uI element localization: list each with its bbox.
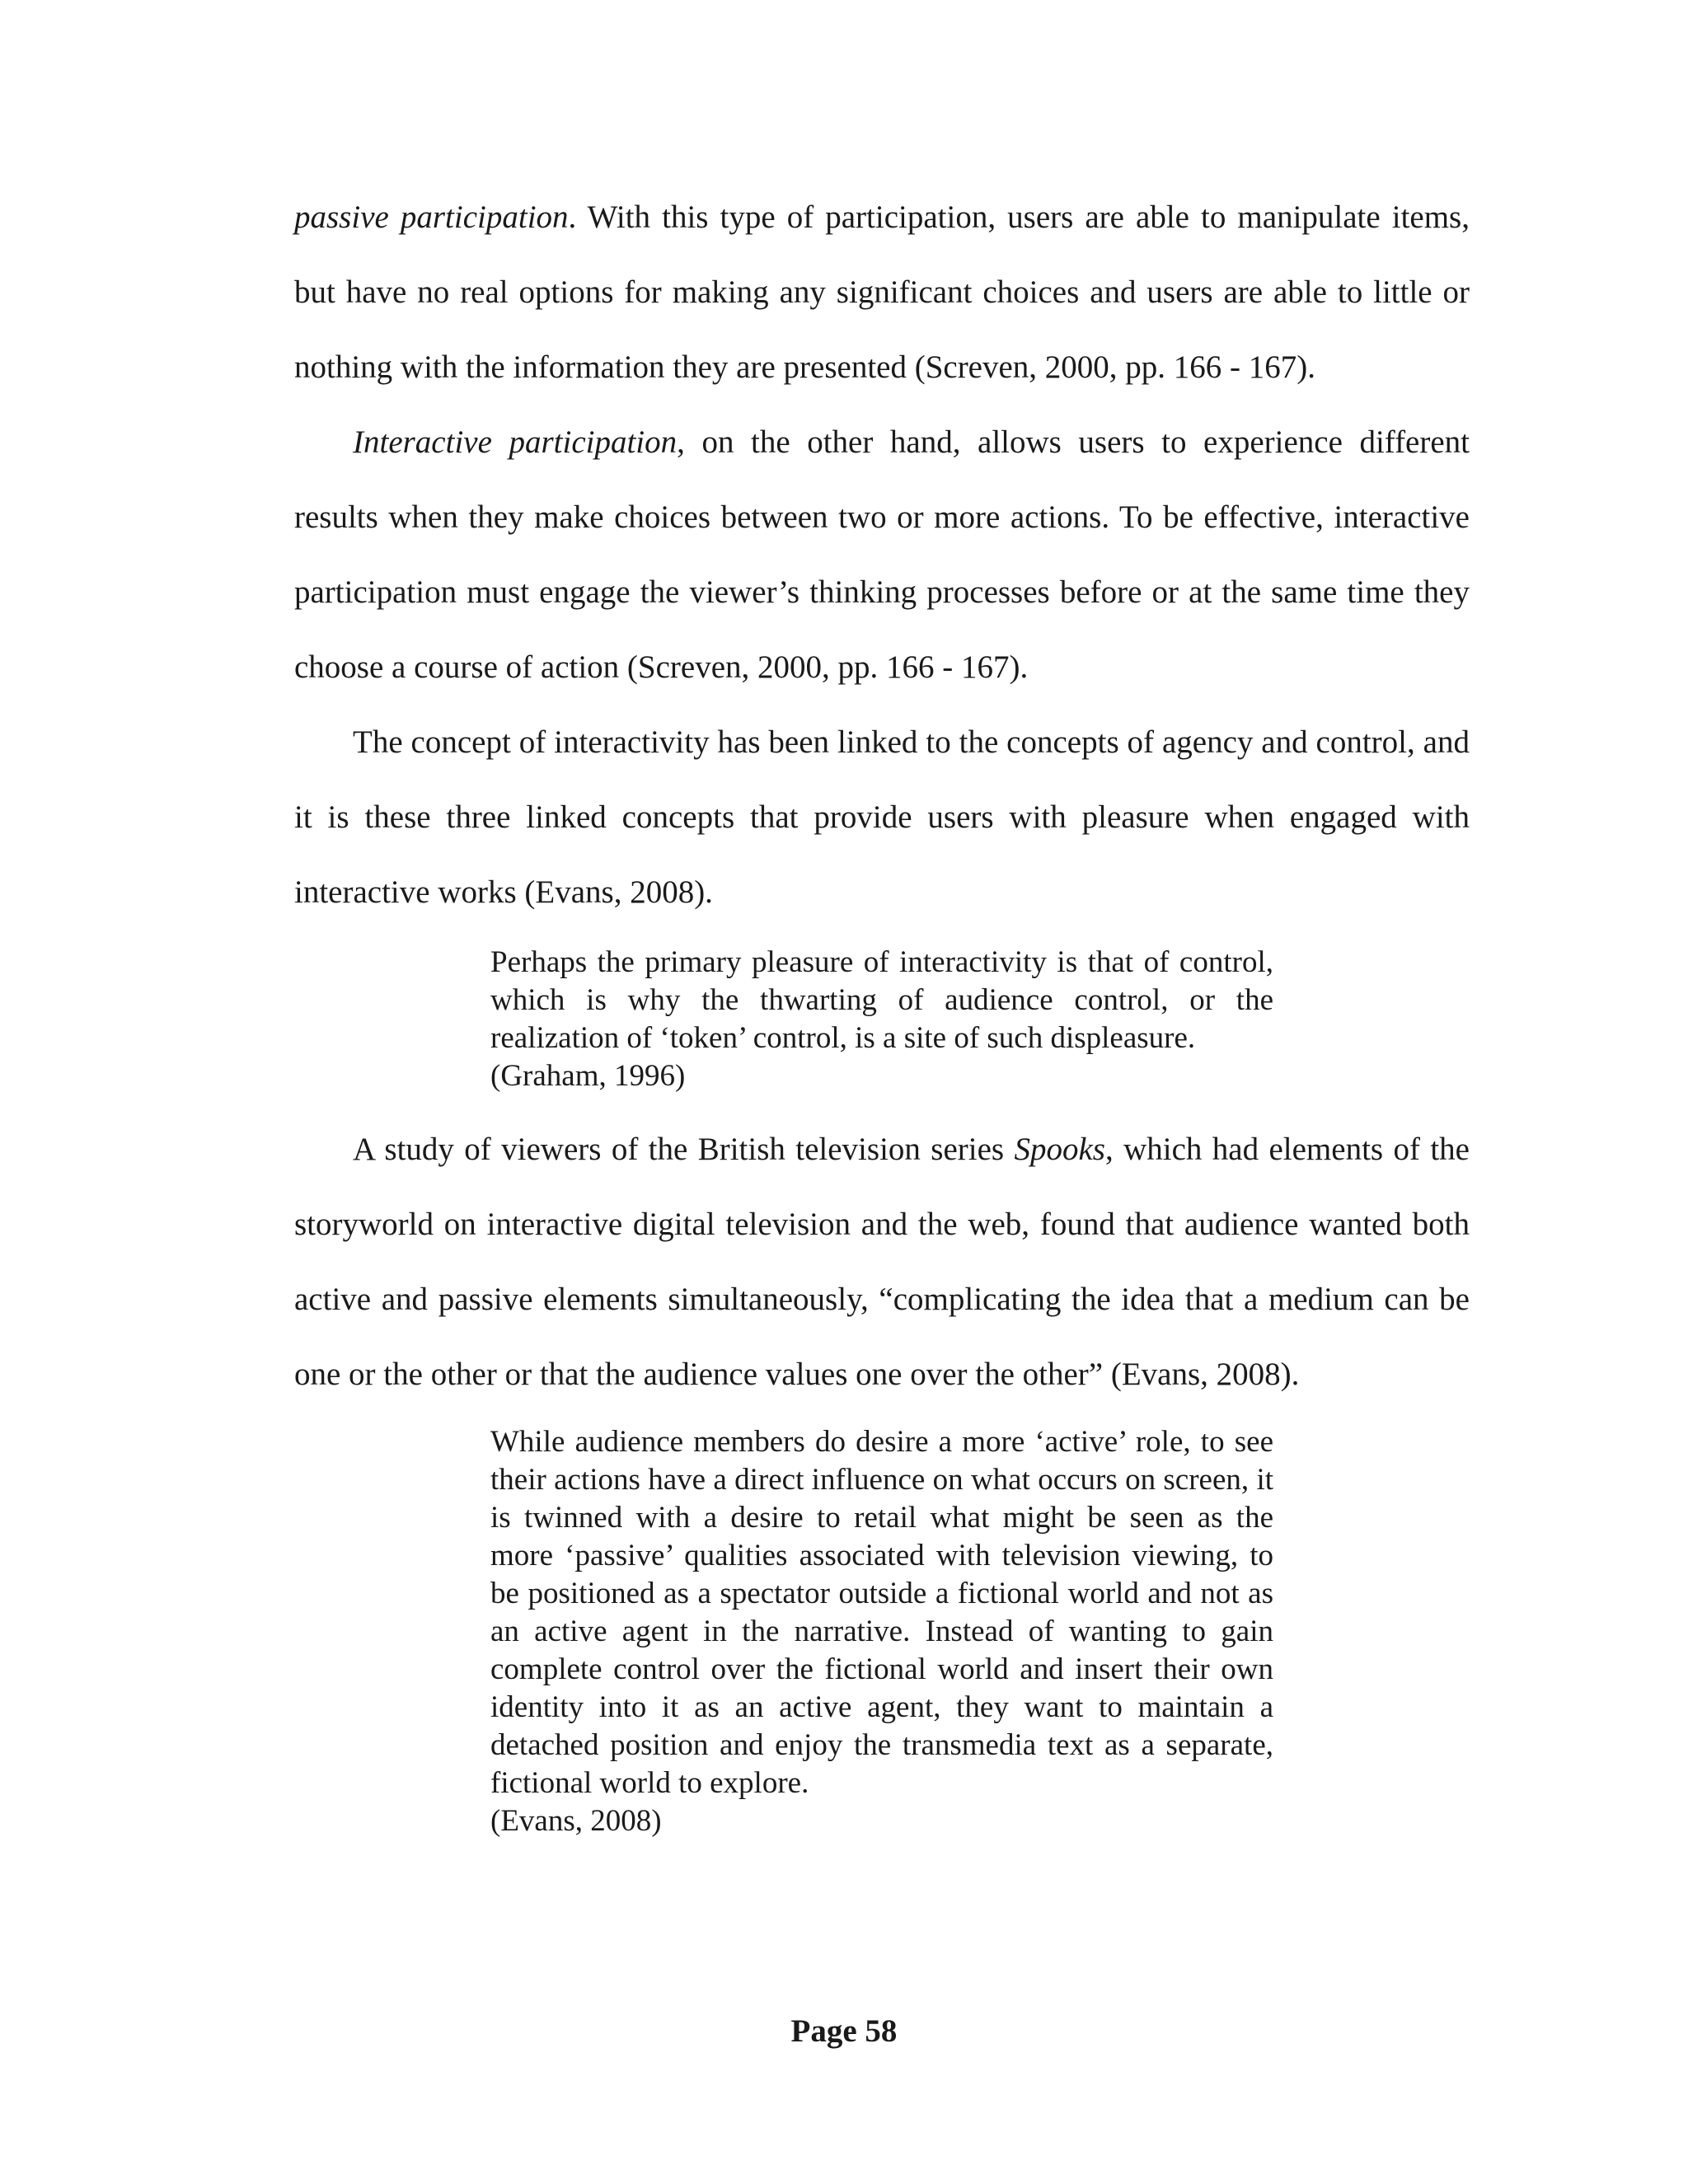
paragraph-interactive-participation: [294, 405, 1470, 705]
quote-citation: (Evans, 2008): [490, 1804, 662, 1838]
title-spooks: Spooks: [1014, 1132, 1105, 1167]
quote-citation: (Graham, 1996): [490, 1059, 686, 1093]
term-passive-participation: passive participation: [294, 199, 569, 235]
paragraph-interactivity-concept: [294, 705, 1470, 930]
paragraph-text: A study of viewers of the British television series: [353, 1132, 1015, 1167]
paragraph-spooks-study: [294, 1112, 1470, 1412]
quote-text: Perhaps the primary pleasure of interactivity is that of control, which is why the thwarting of audience control, or the realization of ‘token’ control, is a site of such displeasure.: [490, 945, 1273, 1055]
block-quote-evans: [490, 1423, 1273, 1840]
quote-text: While audience members do desire a more ‘active’ role, to see their actions have a direct influence on what occurs on screen, it is twinned with a desire to retail what might be seen as the more ‘passive’ qualities associated with television viewing, to be positioned as a spectator outside a fictional world and not as an active agent in the narrative. Instead of wanting to gain complete control over the fictional world and insert their own identity into it as an active agent, they want to maintain a detached position and enjoy the transmedia text as a separate, fictional world to explore.: [490, 1425, 1273, 1800]
paragraph-text: , on the other hand, allows users to experience different results when they make choices between two or more actions. To be effective, interactive participation must engage the viewer’s thinking processes before or at the same time they choose a course of action (Screven, 2000, pp. 166 - 167).: [294, 424, 1470, 685]
paragraph-passive-participation: [294, 180, 1470, 405]
paragraph-text: . With this type of participation, users are able to manipulate items, but have no real options for making any significant choices and users are able to little or nothing with the information they are presented (Screven, 2000, pp. 166 - 167).: [294, 199, 1470, 385]
paragraph-text: , which had elements of the storyworld on interactive digital television and the web, found that audience wanted both active and passive elements simultaneously, “complicating the idea that a medium can be one or the other or that the audience values one over the other” (Evans, 2008).: [294, 1132, 1470, 1392]
page-number: Page 58: [790, 2013, 898, 2049]
paragraph-text: The concept of interactivity has been linked to the concepts of agency and control, and it is these three linked concepts that provide users with pleasure when engaged with interactive works (Evans, 2008).: [294, 724, 1470, 910]
term-interactive-participation: Interactive participation: [353, 424, 678, 460]
block-quote-graham: [490, 944, 1273, 1095]
